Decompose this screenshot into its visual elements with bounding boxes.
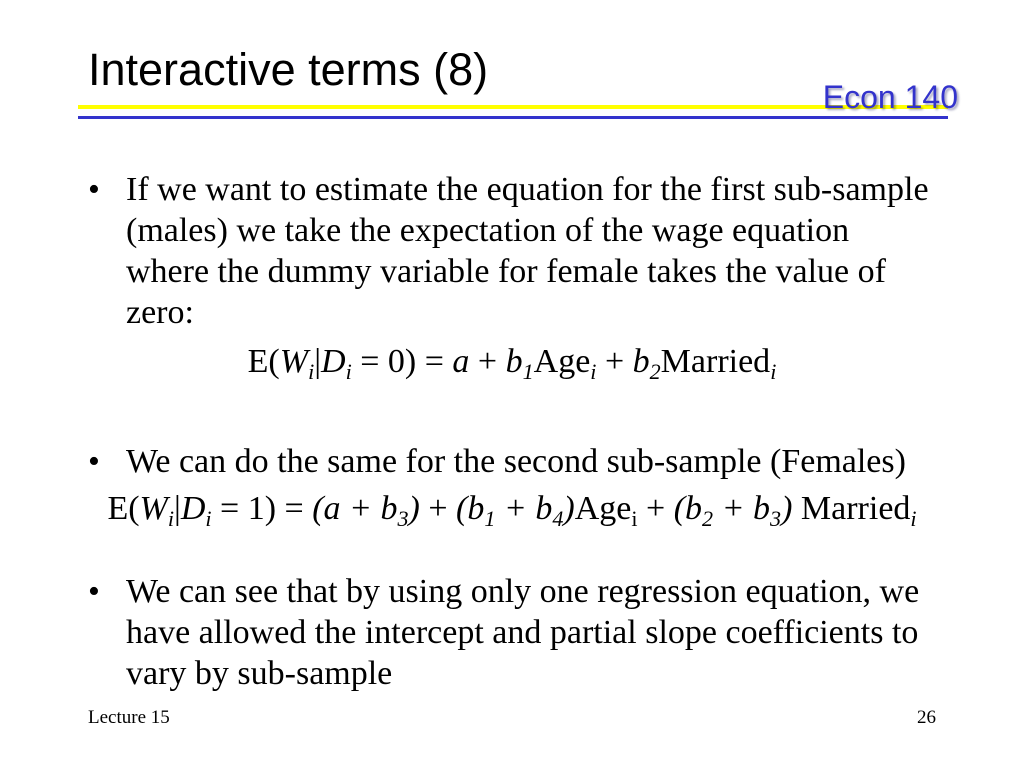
equation-subscript: 3: [770, 505, 782, 531]
bullet-text-line: zero:: [126, 294, 194, 331]
course-label: Econ 140: [822, 79, 958, 115]
title-rule-yellow: [78, 105, 948, 109]
bullet-text: [126, 571, 919, 694]
footer-page-number: 26: [917, 707, 936, 728]
bullet-text-line: where the dummy variable for female takes the value of: [126, 253, 886, 290]
equation-term: |: [314, 343, 322, 380]
equation-term: ): [563, 490, 575, 527]
equation-term: Married: [660, 343, 771, 380]
equation-term: Age: [533, 343, 591, 380]
equation-subscript: i: [167, 505, 174, 531]
equation-subscript: i: [205, 505, 212, 531]
title-rule-blue: [78, 116, 948, 119]
bullet-text-line: If we want to estimate the equation for the first sub-sample: [126, 171, 929, 208]
equation-subscript: 3: [397, 505, 409, 531]
equation-subscript: i: [308, 358, 315, 384]
equation-term: (b: [673, 490, 703, 527]
equation-subscript: i: [631, 505, 638, 531]
bullet-text-line: (males) we take the expectation of the wage equation: [126, 212, 850, 249]
equation-term: = 0) =: [351, 343, 453, 380]
equation-subscript: i: [590, 358, 597, 384]
equation-term: (b: [456, 490, 485, 527]
equation-term: D: [321, 343, 346, 380]
equation-term: D: [180, 490, 206, 527]
equation-subscript: i: [770, 358, 777, 384]
equation-term: + b: [495, 490, 553, 527]
equation-term: +: [596, 343, 633, 380]
equation-subscript: 1: [522, 358, 534, 384]
equation-term: b: [632, 343, 650, 380]
equation-subscript: 1: [484, 505, 496, 531]
bullet-icon: •: [88, 573, 100, 610]
equation-term: E(: [247, 343, 280, 380]
equation-subscript: 2: [702, 505, 714, 531]
equation-term: a: [452, 343, 470, 380]
equation-term: +: [419, 490, 457, 527]
equation-subscript: i: [345, 358, 352, 384]
equation-term: +: [637, 490, 674, 527]
bullet-text-line: We can see that by using only one regression equation, we: [126, 573, 920, 610]
equation-term: W: [279, 343, 309, 380]
equation-term: |: [174, 490, 181, 527]
footer-lecture: Lecture 15: [88, 707, 170, 728]
equation-females: [0, 488, 1024, 532]
equation-term: (a + b: [312, 490, 398, 527]
slide-title: Interactive terms (8): [88, 44, 489, 95]
equation-term: + b: [713, 490, 771, 527]
equation-term: ): [781, 490, 793, 527]
equation-term: ): [408, 490, 420, 527]
equation-term: Age: [574, 490, 632, 527]
bullet-text: [126, 441, 906, 482]
equation-term: Married: [792, 490, 911, 527]
equation-term: +: [469, 343, 506, 380]
equation-term: b: [505, 343, 523, 380]
equation-subscript: 2: [649, 358, 661, 384]
equation-term: = 1) =: [211, 490, 313, 527]
bullet-text: [126, 169, 929, 333]
equation-term: W: [139, 490, 168, 527]
bullet-text-line: vary by sub-sample: [126, 655, 393, 692]
equation-males: [0, 341, 1024, 385]
equation-subscript: 4: [552, 505, 564, 531]
bullet-icon: •: [88, 443, 100, 480]
equation-term: E(: [107, 490, 140, 527]
equation-subscript: i: [910, 505, 917, 531]
bullet-text-line: We can do the same for the second sub-sample (Females): [126, 443, 906, 480]
bullet-icon: •: [88, 171, 100, 208]
bullet-text-line: have allowed the intercept and partial slope coefficients to: [126, 614, 919, 651]
